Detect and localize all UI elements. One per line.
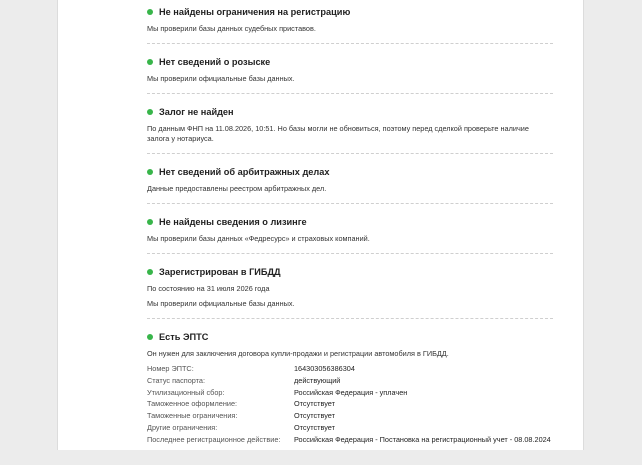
check-section <box>147 164 553 204</box>
section-header <box>147 329 553 345</box>
status-ok-dot-icon <box>147 269 153 275</box>
status-ok-dot-icon <box>147 59 153 65</box>
detail-key: Таможенные ограничения: <box>147 411 238 421</box>
section-header <box>147 4 553 20</box>
section-description: Мы проверили базы данных «Федресурс» и страховых компаний. <box>147 234 370 243</box>
section-description: По данным ФНП на 11.08.2026, 10:51. Но базы могли не обновиться, поэтому перед сделкой проверьте наличие залога у нотариуса. <box>147 124 529 143</box>
detail-row <box>147 387 553 399</box>
detail-key: Статус паспорта: <box>147 375 206 385</box>
section-header <box>147 104 553 120</box>
detail-value: 164303056386304 <box>294 364 355 373</box>
section-description: Мы проверили базы данных судебных приставов. <box>147 24 316 33</box>
section-description: Мы проверили официальные базы данных. <box>147 74 295 83</box>
detail-value: Российская Федерация - уплачен <box>294 387 408 397</box>
status-ok-dot-icon <box>147 334 153 340</box>
check-section <box>147 329 553 455</box>
check-section <box>147 264 553 319</box>
status-ok-dot-icon <box>147 219 153 225</box>
section-description: Мы проверили официальные базы данных. <box>147 299 295 308</box>
check-section <box>147 54 553 94</box>
section-title: Зарегистрирован в ГИБДД <box>159 267 281 277</box>
report-card <box>57 0 584 450</box>
detail-value: Отсутствует <box>294 399 335 409</box>
section-description: Данные предоставлены реестром арбитражных дел. <box>147 184 327 193</box>
detail-value: Отсутствует <box>294 422 335 432</box>
status-ok-dot-icon <box>147 169 153 175</box>
detail-row <box>147 422 553 434</box>
section-title: Есть ЭПТС <box>159 332 209 342</box>
section-description: Он нужен для заключения договора купли-продажи и регистрации автомобиля в ГИБДД. <box>147 349 449 358</box>
section-title: Не найдены сведения о лизинге <box>159 217 307 227</box>
section-header <box>147 54 553 70</box>
check-results-list <box>147 4 553 465</box>
detail-row <box>147 398 553 410</box>
eptsdetails-table <box>147 363 553 446</box>
detail-value: Российская Федерация - Постановка на регистрационный учет - 08.08.2024 <box>294 434 551 444</box>
check-section <box>147 214 553 254</box>
detail-row <box>147 375 553 387</box>
section-header <box>147 214 553 230</box>
detail-key: Утилизационный сбор: <box>147 387 225 397</box>
detail-key: Последнее регистрационное действие: <box>147 434 281 444</box>
detail-value: Отсутствует <box>294 411 335 421</box>
section-title: Нет сведений о розыске <box>159 57 271 67</box>
check-section <box>147 4 553 44</box>
detail-row <box>147 410 553 422</box>
status-ok-dot-icon <box>147 9 153 15</box>
check-section <box>147 104 553 154</box>
section-header <box>147 164 553 180</box>
section-title: Залог не найден <box>159 107 234 117</box>
detail-key: Номер ЭПТС: <box>147 364 194 373</box>
section-description: По состоянию на 31 июля 2026 года <box>147 284 270 293</box>
detail-row <box>147 363 553 375</box>
section-title: Не найдены ограничения на регистрацию <box>159 7 351 17</box>
status-ok-dot-icon <box>147 109 153 115</box>
detail-value: действующий <box>294 375 341 385</box>
section-header <box>147 264 553 280</box>
detail-key: Таможенное оформление: <box>147 399 238 409</box>
detail-key: Другие ограничения: <box>147 422 218 432</box>
detail-row <box>147 434 553 446</box>
section-title: Нет сведений об арбитражных делах <box>159 167 330 177</box>
